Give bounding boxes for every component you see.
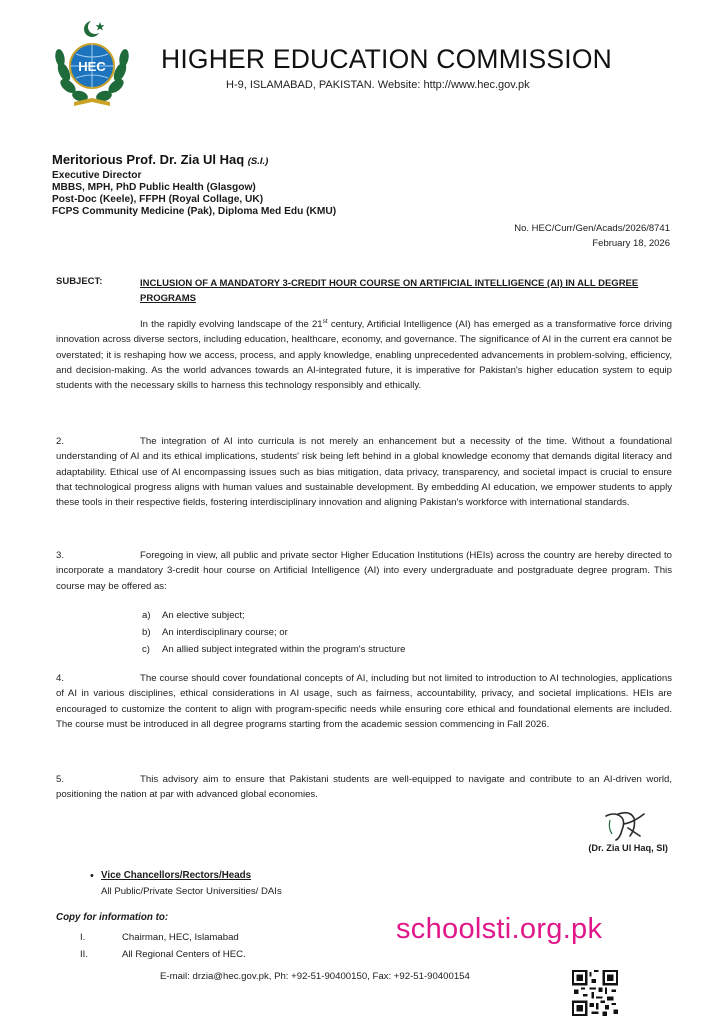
paragraph-4-text: The course should cover foundational concepts of AI, including but not limited to introduction to AI technologies, applications of AI in various disciplines, ethical considerations in AI usage, such as fairness, accountability, privacy, and societal implications. HEIs are encouraged to customize the content to align with program-specific needs while ensuring core ethical and foundational elements are included. The course must be introduced in all degree programs starting from the academic session commencing in Fall 2026. (56, 673, 672, 730)
letter-date: February 18, 2026 (592, 238, 670, 249)
signatory-credentials-2: Post-Doc (Keele), FFPH (Royal Collage, UK) (52, 194, 264, 205)
paragraph-1-start: In the rapidly evolving landscape of the 21 (140, 319, 323, 330)
qr-code-icon (572, 970, 618, 1016)
paragraph-4 (56, 671, 672, 732)
paragraph-1-rest: century, Artificial Intelligence (AI) has emerged as a transformative force driving innovation across diverse sectors, including education, healthcare, economy, and governance. The significance of AI in the current era cannot be overstated; it is reshaping how we access, process, and apply knowledge, enabling unprecedented advancements in problem-solving, efficiency, and decision-making. As the world advances towards an AI-integrated future, it is imperative for Pakistan's higher education system to equip students with the necessary skills to harness this technology responsibly and ethically. (56, 319, 672, 392)
paragraph-4-number: 4. (56, 673, 65, 684)
signatory-credentials-1: MBBS, MPH, PhD Public Health (Glasgow) (52, 182, 256, 193)
signatory-credentials-3: FCPS Community Medicine (Pak), Diploma Med Edu (KMU) (52, 206, 337, 217)
subject-text: INCLUSION OF A MANDATORY 3-CREDIT HOUR COURSE ON ARTIFICIAL INTELLIGENCE (AI) IN ALL DEGREE PROGRAMS (140, 278, 639, 304)
distribution-heading: Vice Chancellors/Rectors/Heads (101, 870, 252, 881)
paragraph-2-number: 2. (56, 436, 65, 447)
paragraph-3-number: 3. (56, 550, 65, 561)
signatory-name: Meritorious Prof. Dr. Zia Ul Haq (52, 152, 245, 167)
paragraph-2-text: The integration of AI into curricula is not merely an enhancement but a necessity of the time. Without a foundational understanding of AI and its ethical implications, students' risk being left behind in a global knowledge economy that demands digital literacy and adaptability. Ethical use of AI encompassing issues such as bias mitigation, data privacy, transparency, and societal impact is crucial to ensure that technological progress aligns with human values and sustainable development. By embedding AI education, we empower students to apply these tools in their respective fields, fostering interdisciplinary innovation and aligning Pakistan's workforce with international standards. (56, 436, 672, 509)
paragraph-3-text: Foregoing in view, all public and private sector Higher Education Institutions (HEIs) across the country are hereby directed to incorporate a mandatory 3-credit hour course on Artificial Intelligence (AI) into every undergraduate and postgraduate degree program. This course may be offered as: (56, 550, 672, 592)
handwritten-signature-icon (600, 806, 650, 846)
copy-item-2: II. All Regional Centers of HEC. (80, 949, 246, 960)
site-watermark: schoolsti.org.pk (396, 913, 603, 945)
footer-contact: E-mail: drzia@hec.gov.pk, Ph: +92-51-90400150, Fax: +92-51-90400154 (160, 971, 470, 982)
copy-heading: Copy for information to: (56, 912, 169, 923)
org-address: H-9, ISLAMABAD, PAKISTAN. Website: http://www.hec.gov.pk (226, 79, 530, 91)
hec-logo-icon (44, 16, 140, 112)
bullet-icon: • (90, 870, 94, 882)
hec-logo-text: HEC (78, 59, 106, 74)
copy-item-1: I. Chairman, HEC, Islamabad (80, 932, 239, 943)
signatory-name-line (52, 152, 336, 170)
list-item: b) An interdisciplinary course; or (142, 627, 288, 638)
paragraph-1-sup: st (322, 317, 328, 325)
paragraph-5-number: 5. (56, 774, 65, 785)
reference-number: No. HEC/Curr/Gen/Acads/2026/8741 (514, 223, 670, 234)
paragraph-2 (56, 434, 672, 510)
list-item: c) An allied subject integrated within the program's structure (142, 644, 406, 655)
paragraph-5-text: This advisory aim to ensure that Pakistani students are well-equipped to navigate and contribute to an AI-driven world, positioning the nation at par with advanced global economies. (56, 774, 672, 801)
course-options-list (142, 607, 405, 658)
distribution-recipients: All Public/Private Sector Universities/ DAIs (101, 886, 282, 897)
subject-label: SUBJECT: (56, 276, 103, 287)
signature-name: (Dr. Zia Ul Haq, SI) (588, 843, 668, 853)
paragraph-1 (56, 317, 672, 393)
paragraph-5 (56, 772, 672, 803)
org-name: HIGHER EDUCATION COMMISSION (161, 44, 613, 74)
signatory-role: Executive Director (52, 170, 142, 181)
signatory-block (52, 152, 336, 218)
list-item: a) An elective subject; (142, 610, 245, 621)
signatory-suffix: (S.I.) (247, 156, 269, 167)
paragraph-3 (56, 548, 672, 594)
